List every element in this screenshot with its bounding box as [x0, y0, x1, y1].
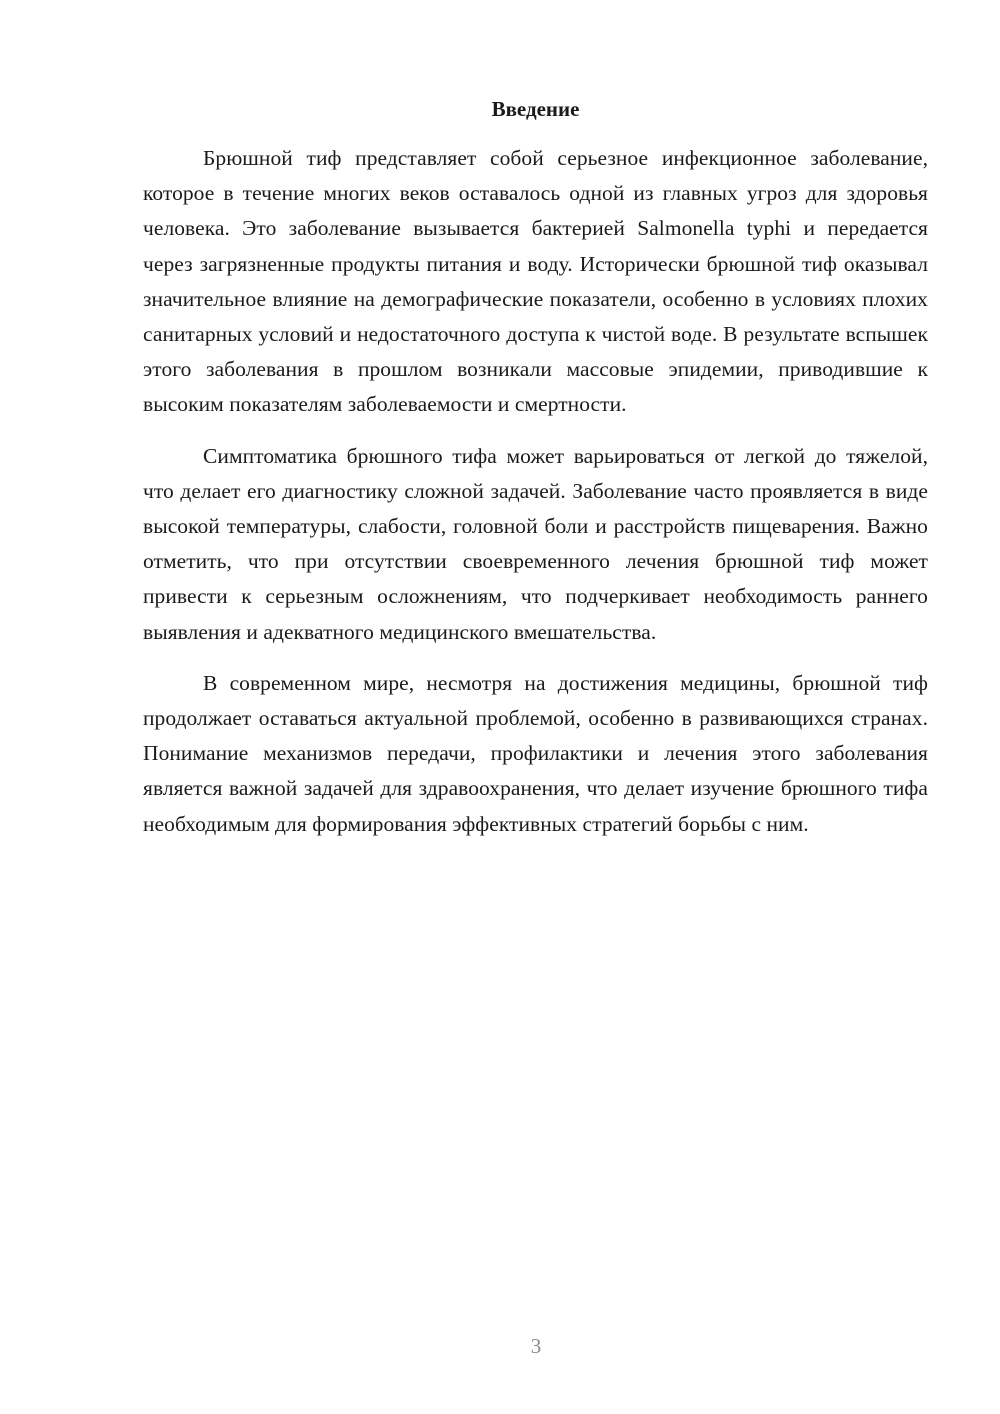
- paragraph-symptoms: Симптоматика брюшного тифа может варьироваться от легкой до тяжелой, что делает его диагностику сложной задачей. Заболевание часто проявляется в виде высокой температуры, слабости, головной боли и расстройств пищеварения. Важно отметить, что при отсутствии своевременного лечения брюшной тиф может привести к серьезным осложнениям, что подчеркивает необходимость раннего выявления и адекватного медицинского вмешательства.: [143, 443, 928, 644]
- page-number: 3: [530, 1334, 542, 1358]
- document-page: [143, 92, 928, 858]
- paragraph-modern: В современном мире, несмотря на достижения медицины, брюшной тиф продолжает оставаться актуальной проблемой, особенно в развивающихся странах. Понимание механизмов передачи, профилактики и лечения этого заболевания является важной задачей для здравоохранения, что делает изучение брюшного тифа необходимым для формирования эффективных стратегий борьбы с ним.: [143, 670, 928, 836]
- section-title: Введение: [491, 97, 580, 121]
- paragraph-intro: Брюшной тиф представляет собой серьезное инфекционное заболевание, которое в течение многих веков оставалось одной из главных угроз для здоровья человека. Это заболевание вызывается бактерией Salmonella typhi и передается через загрязненные продукты питания и воду. Исторически брюшной тиф оказывал значительное влияние на демографические показатели, особенно в условиях плохих санитарных условий и недостаточного доступа к чистой воде. В результате вспышек этого заболевания в прошлом возникали массовые эпидемии, приводившие к высоким показателям заболеваемости и смертности.: [143, 146, 928, 417]
